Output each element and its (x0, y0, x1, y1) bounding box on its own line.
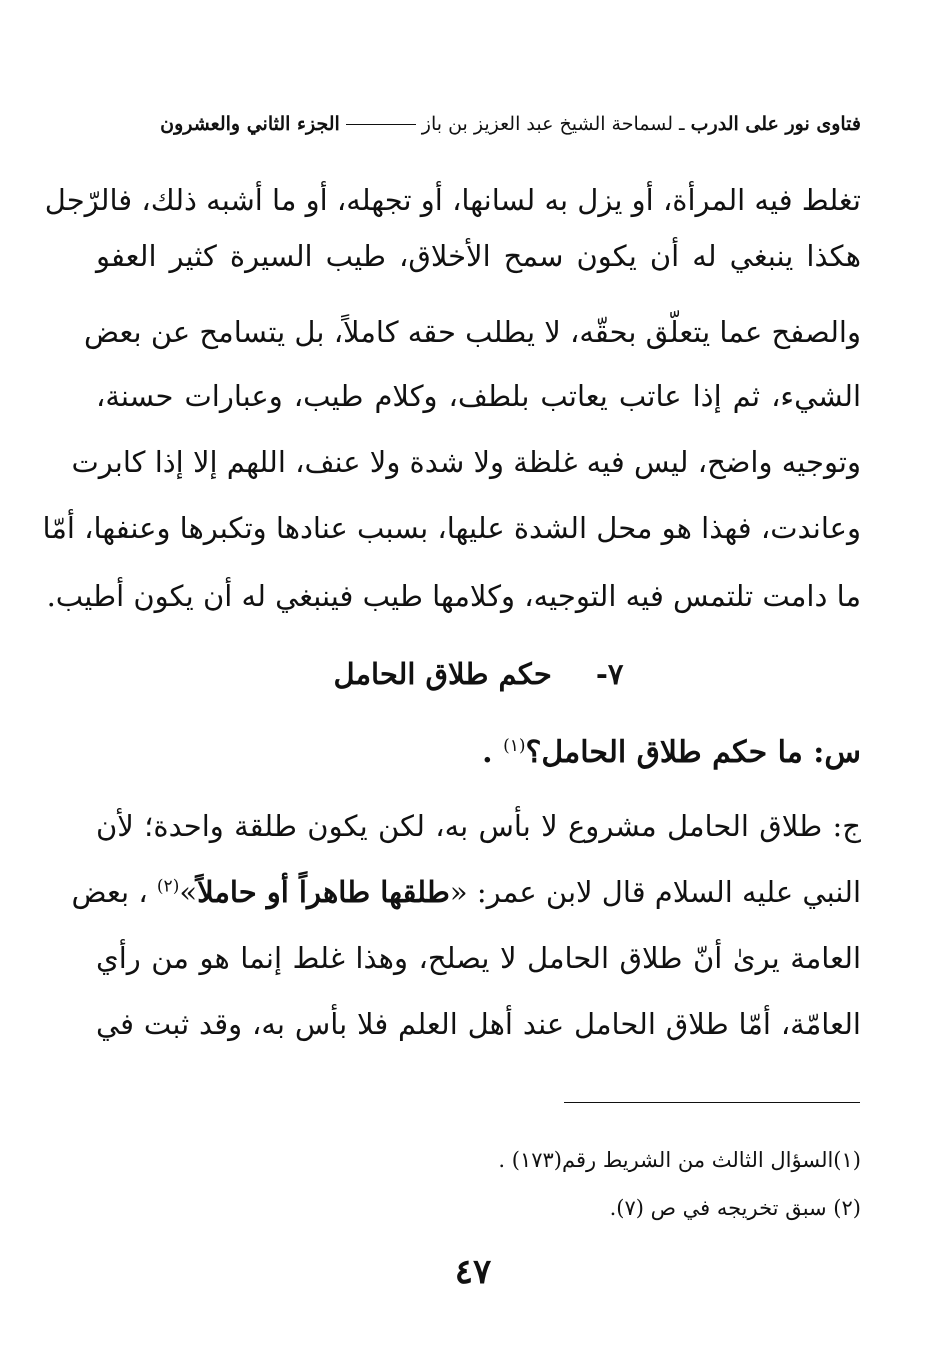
body-line-6: وعاندت، فهذا هو محل الشدة عليها، بسبب عنادها وتكبرها وعنفها، أمّا (42, 511, 861, 545)
page-number: ٤٧ (454, 1252, 492, 1292)
answer-line-3: العامة يرىٰ أنّ طلاق الحامل لا يصلح، وهذا غلط إنما هو من رأي (96, 941, 861, 975)
book-title: فتاوى نور على الدرب (690, 113, 861, 135)
body-line-3: والصفح عما يتعلّق بحقّه، لا يطلب حقه كاملاً، بل يتسامح عن بعض (84, 315, 861, 349)
answer-line-2-start: النبي عليه السلام قال لابن عمر: « (449, 875, 861, 909)
answer-line-2-end: ، بعض (71, 875, 148, 909)
answer-line-2 (71, 872, 861, 912)
footnote-ref-2: (٢) (156, 876, 180, 897)
hadith-quote: طلقها طاهراً أو حاملاً (197, 875, 450, 909)
footnote-separator (564, 1102, 860, 1103)
answer-line-1: ج: طلاق الحامل مشروع لا بأس به، لكن يكون طلقة واحدة؛ لأن (96, 809, 861, 843)
footnote-2: (٢) سبق تخريجه في ص (٧). (609, 1196, 861, 1220)
header-rule (346, 124, 416, 125)
footnote-1: (١)السؤال الثالث من الشريط رقم(١٧٣) . (498, 1148, 861, 1172)
body-line-7: ما دامت تلتمس فيه التوجيه، وكلامها طيب فينبغي له أن يكون أطيب. (46, 579, 861, 613)
question (96, 728, 861, 778)
body-line-2: هكذا ينبغي له أن يكون سمح الأخلاق، طيب السيرة كثير العفو (96, 239, 861, 273)
body-line-1: تغلط فيه المرأة، أو يزل به لسانها، أو تجهله، أو ما أشبه ذلك، فالرّجل (44, 183, 861, 217)
volume-label: الجزء الثاني والعشرون (160, 113, 340, 135)
author-credit: لسماحة الشيخ عبد العزيز بن باز (421, 113, 673, 135)
body-line-4: الشيء، ثم إذا عاتب يعاتب بلطف، وكلام طيب، وعبارات حسنة، (96, 379, 861, 413)
question-text: س: ما حكم طلاق الحامل؟ (525, 735, 861, 770)
question-trail: . (482, 735, 493, 770)
quote-close: » (179, 875, 198, 909)
section-heading (96, 650, 861, 698)
section-title: حكم طلاق الحامل (333, 657, 552, 691)
body-line-5: وتوجيه واضح، ليس فيه غلظة ولا شدة ولا عنف، اللهم إلا إذا كابرت (71, 445, 861, 479)
header-dash: ـ (673, 113, 691, 135)
footnote-ref-1: (١) (503, 736, 526, 756)
running-header (96, 104, 861, 144)
answer-line-4: العامّة، أمّا طلاق الحامل عند أهل العلم فلا بأس به، وقد ثبت في (96, 1007, 861, 1041)
section-number: ٧- (595, 657, 624, 691)
